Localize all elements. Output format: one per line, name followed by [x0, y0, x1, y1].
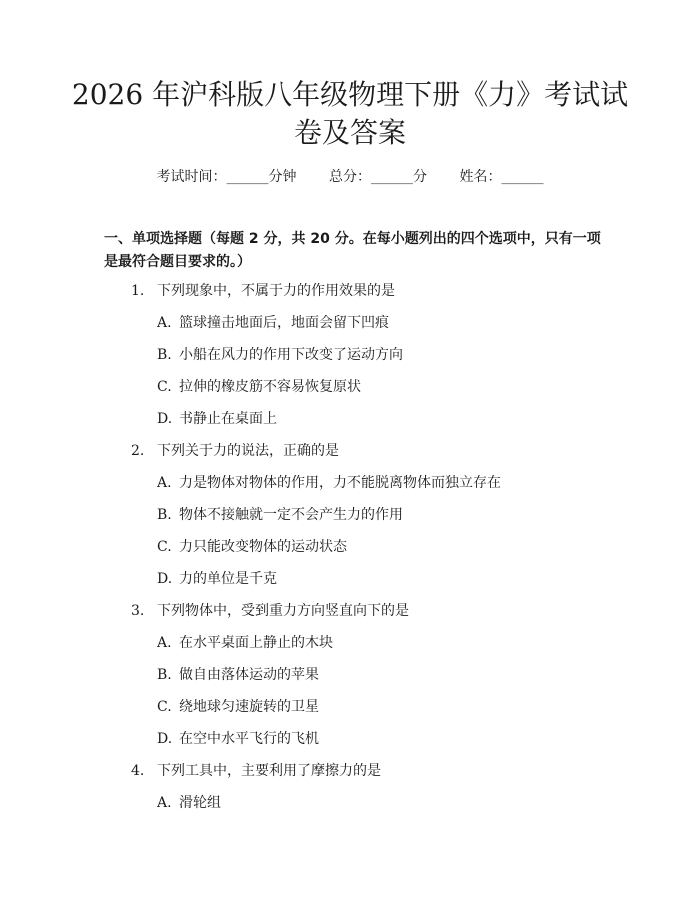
option-text: 小船在风力的作用下改变了运动方向 [179, 347, 403, 363]
question-4-option-a [157, 793, 221, 813]
question-2-option-b [157, 505, 403, 525]
question-number: 4. [131, 763, 145, 779]
option-text: 绕地球匀速旋转的卫星 [179, 699, 319, 715]
option-letter: C. [157, 539, 172, 555]
question-number: 1. [131, 283, 145, 299]
option-letter: A. [157, 635, 172, 651]
question-number: 2. [131, 443, 145, 459]
option-text: 物体不接触就一定不会产生力的作用 [179, 507, 403, 523]
exam-title-line-2: 卷及答案 [293, 116, 406, 149]
question-3-option-a [157, 633, 333, 653]
question-2-option-d [157, 569, 277, 589]
question-text: 下列关于力的说法，正确的是 [157, 443, 339, 459]
option-text: 滑轮组 [179, 795, 221, 811]
question-3-option-d [157, 729, 319, 749]
option-letter: A. [157, 315, 172, 331]
option-letter: C. [157, 379, 172, 395]
option-text: 拉伸的橡皮筋不容易恢复原状 [179, 379, 361, 395]
question-1-option-d [157, 409, 277, 429]
question-2 [131, 441, 339, 461]
question-number: 3. [131, 603, 145, 619]
exam-time-field: 考试时间：______分钟 [156, 169, 297, 185]
option-letter: B. [157, 347, 172, 363]
option-text: 力是物体对物体的作用，力不能脱离物体而独立存在 [179, 475, 501, 491]
exam-info-row [0, 167, 700, 187]
question-4 [131, 761, 381, 781]
question-2-option-c [157, 537, 347, 557]
section-heading-single-choice: 一、单项选择题（每题 2 分，共 20 分。在每小题列出的四个选项中，只有一项是最符合题目要求的。） [104, 231, 601, 270]
question-1-option-c [157, 377, 361, 397]
question-text: 下列现象中，不属于力的作用效果的是 [157, 283, 395, 299]
question-text: 下列物体中，受到重力方向竖直向下的是 [157, 603, 409, 619]
option-text: 在空中水平飞行的飞机 [179, 731, 319, 747]
option-letter: A. [157, 475, 172, 491]
total-score-field: 总分：______分 [329, 169, 427, 185]
option-letter: D. [157, 411, 173, 427]
exam-title [60, 76, 640, 152]
option-letter: B. [157, 507, 172, 523]
question-3-option-c [157, 697, 319, 717]
student-name-field: 姓名：______ [459, 169, 544, 185]
question-3-option-b [157, 665, 319, 685]
option-text: 力只能改变物体的运动状态 [179, 539, 347, 555]
option-text: 做自由落体运动的苹果 [179, 667, 319, 683]
question-2-option-a [157, 473, 501, 493]
question-1-option-b [157, 345, 403, 365]
option-letter: D. [157, 731, 173, 747]
option-text: 篮球撞击地面后，地面会留下凹痕 [179, 315, 389, 331]
option-text: 在水平桌面上静止的木块 [179, 635, 333, 651]
option-text: 力的单位是千克 [179, 571, 277, 587]
question-3 [131, 601, 409, 621]
question-text: 下列工具中，主要利用了摩擦力的是 [157, 763, 381, 779]
exam-title-line-1: 2026 年沪科版八年级物理下册《力》考试试 [71, 78, 629, 111]
question-1-option-a [157, 313, 389, 333]
option-text: 书静止在桌面上 [179, 411, 277, 427]
option-letter: B. [157, 667, 172, 683]
option-letter: C. [157, 699, 172, 715]
question-1 [131, 281, 395, 301]
option-letter: D. [157, 571, 173, 587]
option-letter: A. [157, 795, 172, 811]
